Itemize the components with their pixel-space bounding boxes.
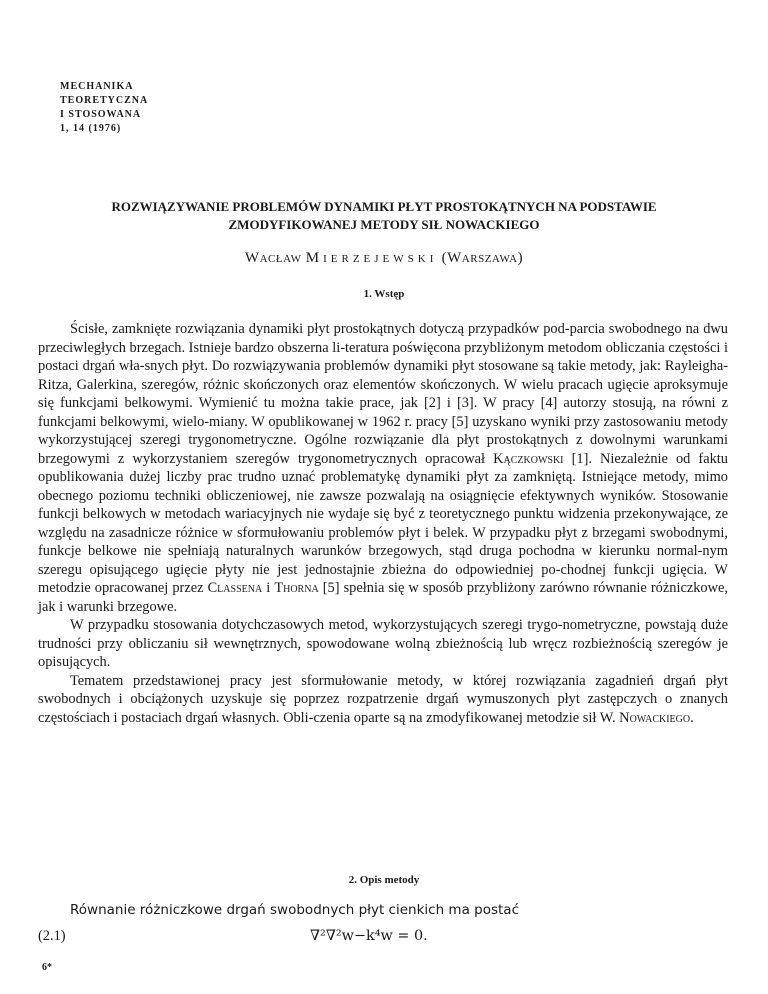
paper-title	[40, 198, 728, 234]
cited-author: Classena	[207, 580, 263, 596]
equation-lead-text: Równanie różniczkowe drgań swobodnych płyt cienkich ma postać	[70, 902, 519, 918]
author-affiliation: (Warszawa)	[441, 250, 524, 266]
text-run: Ścisłe, zamknięte rozwiązania dynamiki płyt prostokątnych dotyczą przypadków pod-parcia swobodnego na dwu przeciwległych brzegach. Istnieje bardzo obszerna li-teratura poświęcona przybliżonym metodom obliczania częstości i postaci drgań wła-snych płyt. Do rozwiązywania problemów dynamiki płyt stosowane są takie metody, jak: Rayleigha-Ritza, Galerkina, szeregów, różnic skończonych oraz elementów skończonych. W wielu pracach ugięcie aproksymuje się funkcjami belkowymi. Wymienić tu można takie prace, jak [2] i [3]. W pracy [4] autorzy stosują, na równi z funkcjami belkowymi, wielo-miany. W opublikowanej w 1962 r. pracy [5] uzyskano wyniki przy zastosowaniu metody wykorzystującej szeregi trygonometryczne. Ogólne rozwiązanie dla płyt prostokątnych z dowolnymi warunkami brzegowymi z wykorzystaniem szeregów trygonometrycznych opracował	[38, 321, 728, 467]
text-run: i	[266, 580, 271, 596]
equation: ∇²∇²w−k⁴w = 0.	[310, 928, 428, 944]
paragraph	[38, 320, 728, 616]
author-line	[40, 250, 728, 267]
text-run: Tematem przedstawionej pracy jest sformułowanie metody, w której rozwiązania zagadnień drgań płyt swobodnych i obciążonych uzyskuje się poprzez rozpatrzenie drgań wymuszonych płyt zastępczych o znanych częstościach i postaciach drgań własnych. Obli-czenia oparte są na zmodyfikowanej metodzie sił W.	[38, 672, 728, 726]
title-line: ZMODYFIKOWANEJ METODY SIŁ NOWACKIEGO	[228, 217, 540, 232]
title-line: ROZWIĄZYWANIE PROBLEMÓW DYNAMIKI PŁYT PROSTOKĄTNYCH NA PODSTAWIE	[111, 199, 657, 214]
equation-number: (2.1)	[38, 928, 66, 944]
cited-author: Kączkowski	[493, 450, 564, 467]
paragraph	[38, 672, 728, 728]
journal-name-line: TEORETYCZNA	[60, 95, 149, 106]
journal-name-line: I STOSOWANA	[60, 109, 142, 120]
section-heading: 2. Opis metody	[348, 874, 420, 886]
section-heading: 1. Wstęp	[363, 288, 405, 300]
cited-author: Nowackiego	[619, 709, 691, 726]
cited-author: Thorna	[274, 580, 319, 596]
author-first-name: Wacław	[244, 250, 302, 266]
journal-volume: 1, 14 (1976)	[60, 123, 122, 134]
paragraph: W przypadku stosowania dotychczasowych metod, wykorzystujących szeregi trygo-nometryczne, powstają duże trudności przy obliczaniu sił wewnętrznych, spowodowane wolną zbieżnością lub wręcz rozbieżnością szeregów je opisujących.	[38, 617, 728, 670]
author-last-name: Mierzejewski	[305, 250, 438, 266]
text-run: [5] spełnia się w sposób przybliżony zarówno równanie różniczkowe, jak i warunki brzegowe.	[38, 580, 728, 615]
journal-name-line: MECHANIKA	[60, 81, 134, 92]
body-text	[38, 320, 728, 727]
page-footer-mark: 6*	[42, 962, 52, 973]
text-run: .	[690, 709, 694, 726]
text-run: [1]. Niezależnie od faktu opublikowania dużej liczby prac trudno uznać problematykę dynamiki płyt za zamkniętą. Istniejące metody, mimo obecnego poziomu techniki obliczeniowej, nie zawsze pozwalają na osiągnięcie efektywnych wyników. Stosowanie funkcji belkowych w metodach wariacyjnych nie wydaje się być z teoretycznego punktu widzenia przekonywające, ze względu na zasadnicze różnice w sformułowaniu problemów płyt i belek. W przypadku płyt z brzegami swobodnymi, funkcje belkowe nie spełniają naturalnych warunków brzegowych, stąd druga pochodna w kierunku normal-nym szeregu opisującego ugięcie płyty nie jest jednostajnie zbieżna do odpowiedniej po-chodnej funkcji ugięcia. W metodzie opracowanej przez	[38, 450, 728, 596]
journal-header	[60, 80, 148, 136]
